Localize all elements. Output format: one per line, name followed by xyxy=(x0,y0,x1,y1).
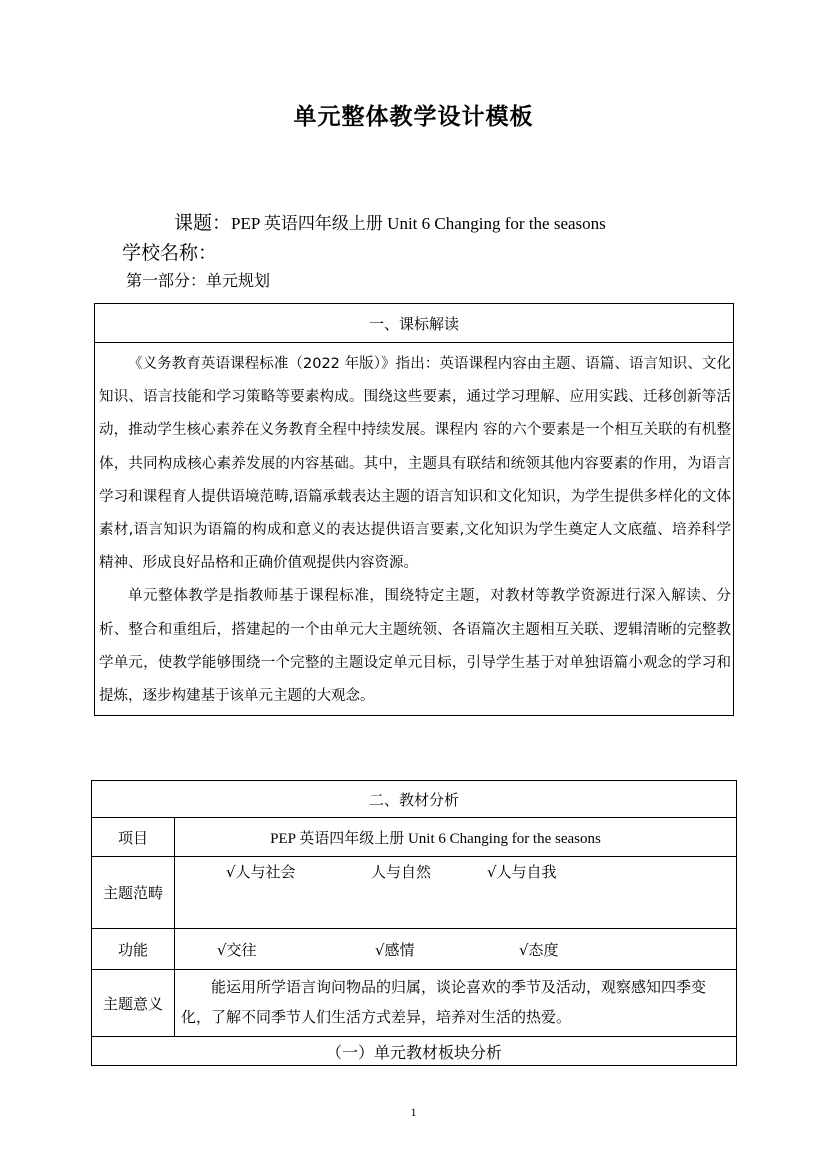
topic-line xyxy=(174,208,606,235)
function-label: 功能 xyxy=(92,929,175,970)
item-label: 项目 xyxy=(92,818,175,857)
theme-category-label: 主题范畴 xyxy=(92,857,175,929)
section2-subheader: （一）单元教材板块分析 xyxy=(92,1037,737,1066)
theme-option-society: √人与社会 xyxy=(226,863,296,881)
part-one-heading: 第一部分：单元规划 xyxy=(126,271,271,290)
function-option-attitude: √态度 xyxy=(519,941,559,959)
section1-header: 一、课标解读 xyxy=(95,304,734,343)
theme-meaning-value: 能运用所学语言询问物品的归属，谈论喜欢的季节及活动，观察感知四季变化，了解不同季节人们生活方式差异，培养对生活的热爱。 xyxy=(175,970,737,1037)
function-options xyxy=(175,929,737,970)
section1-paragraph-1: 《义务教育英语课程标准（2022 年版）》指出：英语课程内容由主题、语篇、语言知识、文化知识、语言技能和学习策略等要素构成。围绕这些要素，通过学习理解、应用实践、迁移创新等活动，推动学生核心素养在义务教育全程中持续发展。课程内 容的六个要素是一个相互关联的有机整体，共同构成核心素养发展的内容基础。其中，主题具有联结和统领其他内容要素的作用，为语言学习和课程育人提供语境范畴,语篇承载表达主题的语言知识和文化知识，为学生提供多样化的文体素材,语言知识为语篇的构成和意义的表达提供语言要素,文化知识为学生奠定人文底蕴、培养科学精神、形成良好品格和正确价值观提供内容资源。 xyxy=(99,356,731,572)
topic-label: 课题： xyxy=(174,212,232,234)
section1-body xyxy=(95,343,734,716)
textbook-analysis-table xyxy=(91,780,737,1066)
function-option-emotion: √感情 xyxy=(375,941,415,959)
topic-value: PEP 英语四年级上册 Unit 6 Changing for the seasons xyxy=(231,214,606,233)
page-number: 1 xyxy=(410,1105,417,1119)
item-value: PEP 英语四年级上册 Unit 6 Changing for the seasons xyxy=(175,818,737,857)
function-option-communication: √交往 xyxy=(217,941,257,959)
section1-paragraph-2: 单元整体教学是指教师基于课程标准，围绕特定主题，对教材等教学资源进行深入解读、分析、整合和重组后，搭建起的一个由单元大主题统领、各语篇次主题相互关联、逻辑清晰的完整教学单元，使教学能够围绕一个完整的主题设定单元目标，引导学生基于对单独语篇小观念的学习和提炼，逐步构建基于该单元主题的大观念。 xyxy=(99,588,731,705)
school-name-label: 学校名称： xyxy=(122,242,218,264)
curriculum-standard-table xyxy=(94,303,734,716)
theme-option-self: √人与自我 xyxy=(487,863,557,881)
theme-meaning-label: 主题意义 xyxy=(92,970,175,1037)
section2-header: 二、教材分析 xyxy=(92,781,737,818)
document-title: 单元整体教学设计模板 xyxy=(293,104,534,130)
theme-option-nature: 人与自然 xyxy=(371,863,432,881)
theme-category-options xyxy=(175,857,737,929)
